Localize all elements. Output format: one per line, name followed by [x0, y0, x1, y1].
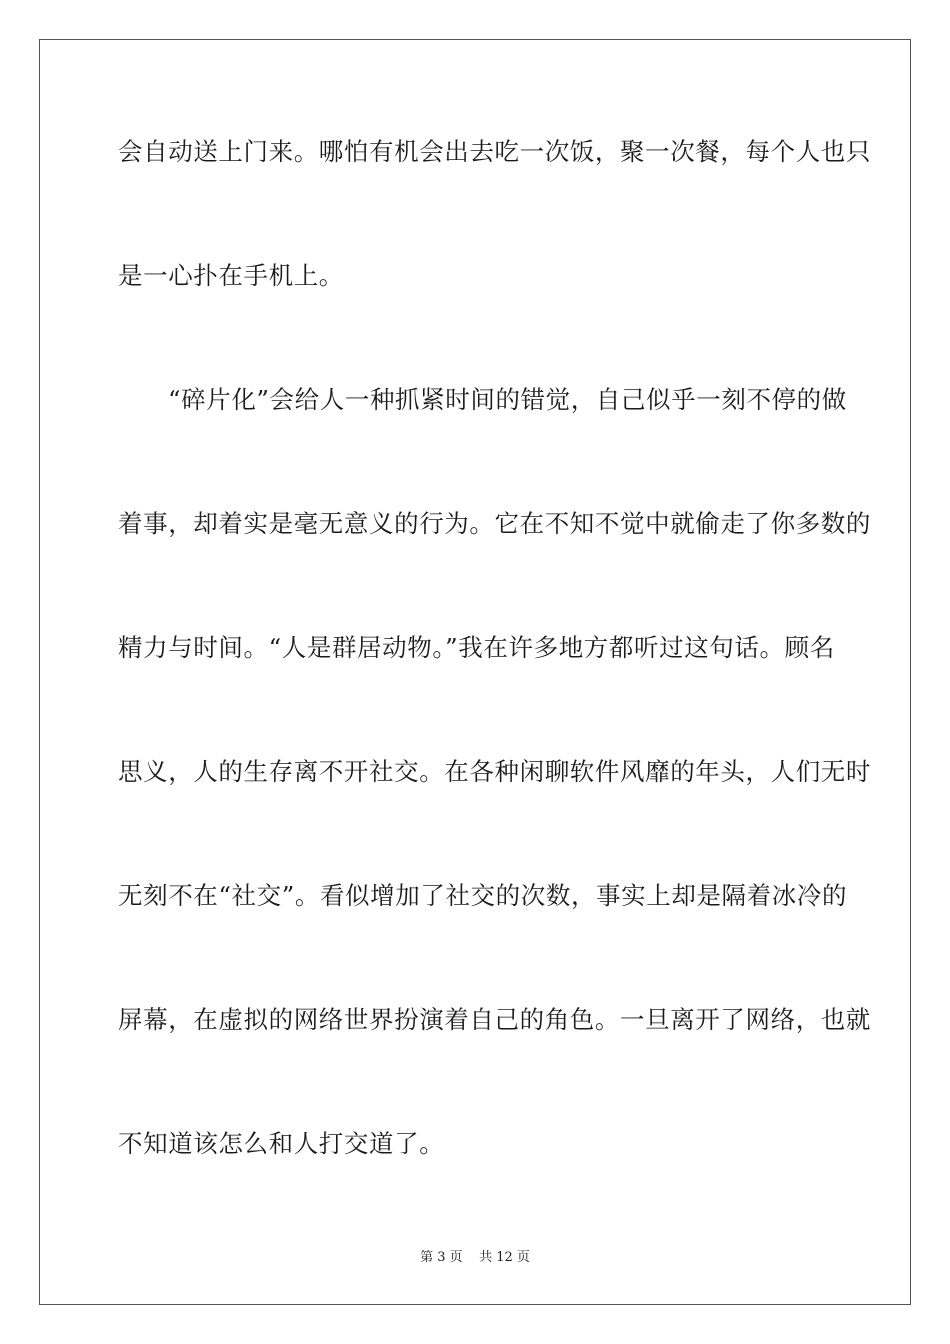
paragraph-line: 会自动送上门来。哪怕有机会出去吃一次饭，聚一次餐，每个人也只 [118, 137, 871, 166]
page-number-footer: 第 3 页 共 12 页 [420, 1250, 530, 1265]
paragraph-line: 无刻不在“社交”。看似增加了社交的次数，事实上却是隔着冰冷的 [118, 881, 848, 910]
paragraph-line: 着事，却着实是毫无意义的行为。它在不知不觉中就偷走了你多数的 [118, 509, 871, 538]
paragraph-line: “碎片化”会给人一种抓紧时间的错觉，自己似乎一刻不停的做 [168, 385, 847, 414]
paragraph-line: 屏幕，在虚拟的网络世界扮演着自己的角色。一旦离开了网络，也就 [118, 1005, 871, 1034]
paragraph-line: 思义，人的生存离不开社交。在各种闲聊软件风靡的年头，人们无时 [118, 757, 871, 786]
page-border [39, 39, 911, 1305]
paragraph-line: 是一心扑在手机上。 [118, 261, 344, 290]
paragraph-line: 不知道该怎么和人打交道了。 [118, 1129, 445, 1158]
paragraph-line: 精力与时间。“人是群居动物。”我在许多地方都听过这句话。顾名 [118, 633, 835, 662]
